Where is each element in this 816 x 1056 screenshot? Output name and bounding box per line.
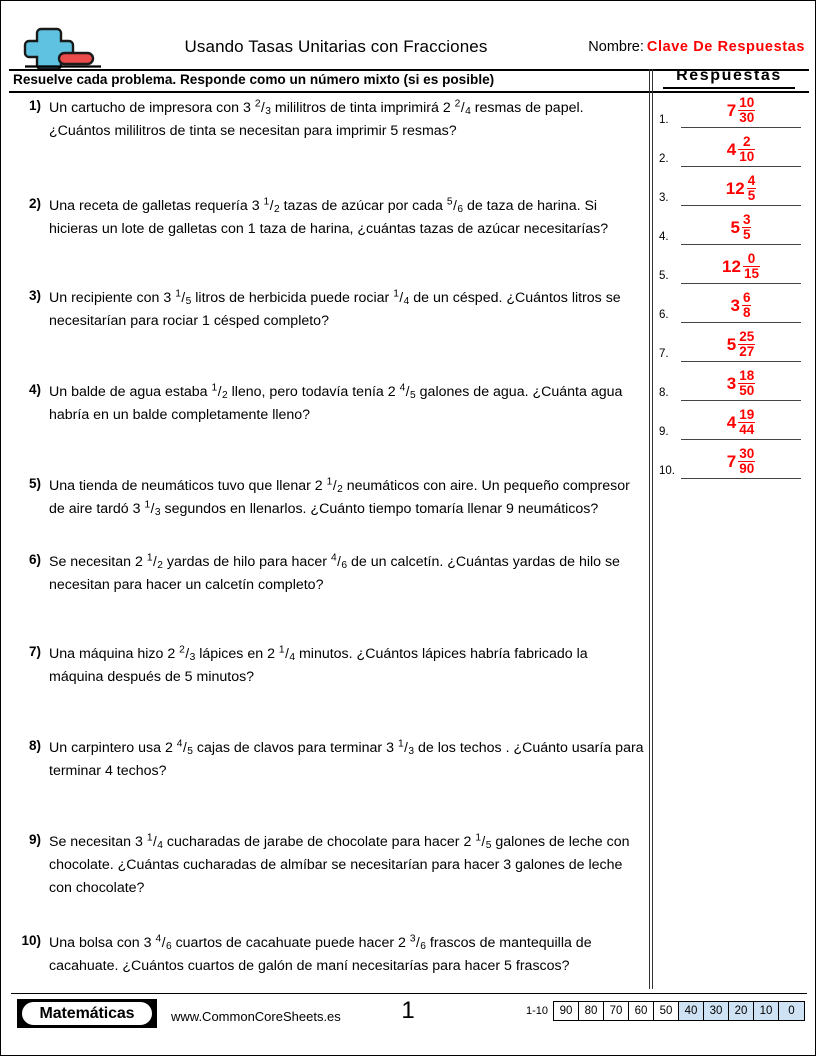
answer-row <box>659 89 809 128</box>
answer-index: 7. <box>659 348 669 360</box>
inline-fraction: 2 $^1/_2$ <box>314 476 343 495</box>
answer-row <box>659 128 809 167</box>
answer-row <box>659 167 809 206</box>
inline-fraction: 3 $^2/_3$ <box>243 98 271 117</box>
answer-value: 5 $\frac{3}{5}$ <box>730 211 751 242</box>
problem-item <box>15 475 645 521</box>
inline-fraction: 2 $^2/_4$ <box>442 98 471 117</box>
problem-item <box>15 381 645 427</box>
answer-index: 8. <box>659 387 669 399</box>
answers-rows <box>659 89 809 479</box>
inline-fraction: 3 $^4/_6$ <box>143 933 172 952</box>
score-range-label: 1-10 <box>525 1005 548 1017</box>
problem-item <box>15 287 645 333</box>
answer-row <box>659 440 809 479</box>
problem-number: 4) <box>28 382 41 397</box>
score-cell: 40 <box>679 1002 704 1020</box>
inline-fraction: $^4/_6$ <box>330 552 348 571</box>
name-field <box>588 39 805 55</box>
answer-row <box>659 323 809 362</box>
inline-fraction: 2 $^1/_4$ <box>267 644 296 663</box>
answer-value: 3 $\frac{6}{8}$ <box>730 289 751 320</box>
answer-value: 5 $\frac{25}{27}$ <box>726 328 755 359</box>
problem-item <box>15 195 645 241</box>
problem-text: Se necesitan 3 $^1/_4$ cucharadas de jarabe de chocolate para hacer 2 $^1/_5$ galones de leche con chocolate. ¿Cuántas cucharadas de almíbar se necesitarían para hacer 3 galones de leche con chocolate? <box>49 832 630 896</box>
inline-fraction: 3 $^1/_2$ <box>251 196 280 215</box>
answer-value: 12 $\frac{0}{15}$ <box>722 250 759 281</box>
subject-badge-label: Matemáticas <box>39 1004 135 1022</box>
answer-value: 7 $\frac{30}{90}$ <box>726 445 755 476</box>
score-cell: 50 <box>654 1002 679 1020</box>
problem-number: 7) <box>28 644 41 659</box>
problem-text: Un carpintero usa 2 $^4/_5$ cajas de clavos para terminar 3 $^1/_3$ de los techos . ¿Cuánto usaría para terminar 4 techos? <box>49 738 644 779</box>
inline-fraction: $^1/_4$ <box>393 288 410 307</box>
score-cell: 30 <box>704 1002 729 1020</box>
answer-index: 6. <box>659 309 669 321</box>
instructions-text: Resuelve cada problema. Responde como un número mixto (si es posible) <box>13 72 495 87</box>
inline-fraction: 2 $^3/_6$ <box>398 933 426 952</box>
problem-text: Una tienda de neumáticos tuvo que llenar 2 $^1/_2$ neumáticos con aire. Un pequeño compresor de aire tardó 3 $^1/_3$ segundos en llenarlos. ¿Cuánto tiempo tomaría llenar 9 neumáticos? <box>49 476 630 518</box>
inline-fraction: 3 $^1/_4$ <box>134 832 163 851</box>
problem-number: 6) <box>28 552 41 567</box>
problem-item <box>15 737 645 783</box>
answer-index: 4. <box>659 231 669 243</box>
answer-index: 1. <box>659 114 669 126</box>
problem-item <box>15 831 645 900</box>
inline-fraction: $^1/_2$ <box>211 382 228 401</box>
inline-fraction: 2 $^2/_3$ <box>167 644 196 663</box>
name-label: Nombre: <box>588 39 644 55</box>
problem-number: 2) <box>28 196 41 211</box>
inline-fraction: $^5/_6$ <box>446 196 463 215</box>
score-chart <box>526 1001 805 1021</box>
problem-item <box>15 643 645 689</box>
problem-text: Una bolsa con 3 $^4/_6$ cuartos de cacahuate puede hacer 2 $^3/_6$ frascos de mantequilla de cacahuate. ¿Cuántos cuartos de galón de maní necesitarías para hacer 5 frascos? <box>49 933 592 974</box>
score-cell: 60 <box>629 1002 654 1020</box>
score-cell: 10 <box>754 1002 779 1020</box>
answer-row <box>659 284 809 323</box>
answer-index: 10. <box>659 465 675 477</box>
problem-text: Un cartucho de impresora con 3 $^2/_3$ mililitros de tinta imprimirá 2 $^2/_4$ resmas de papel. ¿Cuántos mililitros de tinta se necesitan para imprimir 5 resmas? <box>49 98 584 139</box>
answer-row <box>659 245 809 284</box>
inline-fraction: 3 $^1/_3$ <box>132 499 161 518</box>
footer-divider <box>11 993 807 994</box>
problem-number: 3) <box>28 288 41 303</box>
page-header <box>1 1 815 71</box>
inline-fraction: 2 $^4/_5$ <box>164 738 193 757</box>
answers-panel <box>659 67 809 479</box>
website-url: www.CommonCoreSheets.es <box>171 1009 341 1024</box>
inline-fraction: 3 $^1/_5$ <box>163 288 192 307</box>
problem-text: Una receta de galletas requería 3 $^1/_2$ tazas de azúcar por cada $^5/_6$ de taza de harina. Si hicieras un lote de galletas con 1 taza de harina, ¿cuántas tazas de azúcar necesitarías? <box>49 196 609 237</box>
problem-number: 9) <box>28 832 41 847</box>
problem-text: Se necesitan 2 $^1/_2$ yardas de hilo para hacer $^4/_6$ de un calcetín. ¿Cuántas yardas de hilo se necesitan para hacer un calcetín completo? <box>49 552 620 593</box>
problem-item <box>15 551 645 597</box>
answer-blank-line <box>681 478 801 479</box>
problem-text: Una máquina hizo 2 $^2/_3$ lápices en 2 $^1/_4$ minutos. ¿Cuántos lápices habría fabricado la máquina después de 5 minutos? <box>49 644 588 685</box>
score-cell: 80 <box>579 1002 604 1020</box>
score-cell: 90 <box>554 1002 579 1020</box>
problem-item <box>15 932 645 978</box>
score-table <box>553 1001 805 1021</box>
answer-index: 5. <box>659 270 669 282</box>
inline-fraction: 3 $^1/_3$ <box>386 738 415 757</box>
problems-list <box>15 97 645 978</box>
inline-fraction: 2 $^1/_5$ <box>463 832 492 851</box>
answer-value: 4 $\frac{2}{10}$ <box>726 133 755 164</box>
problem-number: 10) <box>21 933 41 948</box>
page-title: Usando Tasas Unitarias con Fracciones <box>184 37 488 56</box>
score-cell: 0 <box>779 1002 804 1020</box>
answer-row <box>659 401 809 440</box>
answer-row <box>659 362 809 401</box>
answer-value: 7 $\frac{10}{30}$ <box>726 94 755 125</box>
inline-fraction: 2 $^1/_2$ <box>134 552 163 571</box>
answer-row <box>659 206 809 245</box>
page-number: 1 <box>401 997 415 1024</box>
column-divider <box>649 69 653 989</box>
answer-index: 3. <box>659 192 669 204</box>
problem-number: 8) <box>28 738 41 753</box>
answers-heading: Respuestas <box>663 67 795 89</box>
problem-item <box>15 97 645 143</box>
name-value: Clave De Respuestas <box>646 39 805 55</box>
inline-fraction: 2 $^4/_5$ <box>387 382 416 401</box>
problem-text: Un balde de agua estaba $^1/_2$ lleno, pero todavía tenía 2 $^4/_5$ galones de agua. ¿Cuánta agua habría en un balde completamente lleno? <box>49 382 623 423</box>
answer-value: 3 $\frac{18}{50}$ <box>726 367 755 398</box>
answer-value: 4 $\frac{19}{44}$ <box>726 406 755 437</box>
problem-number: 5) <box>28 476 41 491</box>
problem-number: 1) <box>28 98 41 113</box>
score-cell: 20 <box>729 1002 754 1020</box>
answer-index: 2. <box>659 153 669 165</box>
plus-minus-math-logo-icon <box>15 25 103 69</box>
score-cell: 70 <box>604 1002 629 1020</box>
answer-index: 9. <box>659 426 669 438</box>
answer-value: 12 $\frac{4}{5}$ <box>725 172 756 203</box>
problem-text: Un recipiente con 3 $^1/_5$ litros de herbicida puede rociar $^1/_4$ de un césped. ¿Cuántos litros se necesitarían para rociar 1 césped completo? <box>49 288 621 329</box>
